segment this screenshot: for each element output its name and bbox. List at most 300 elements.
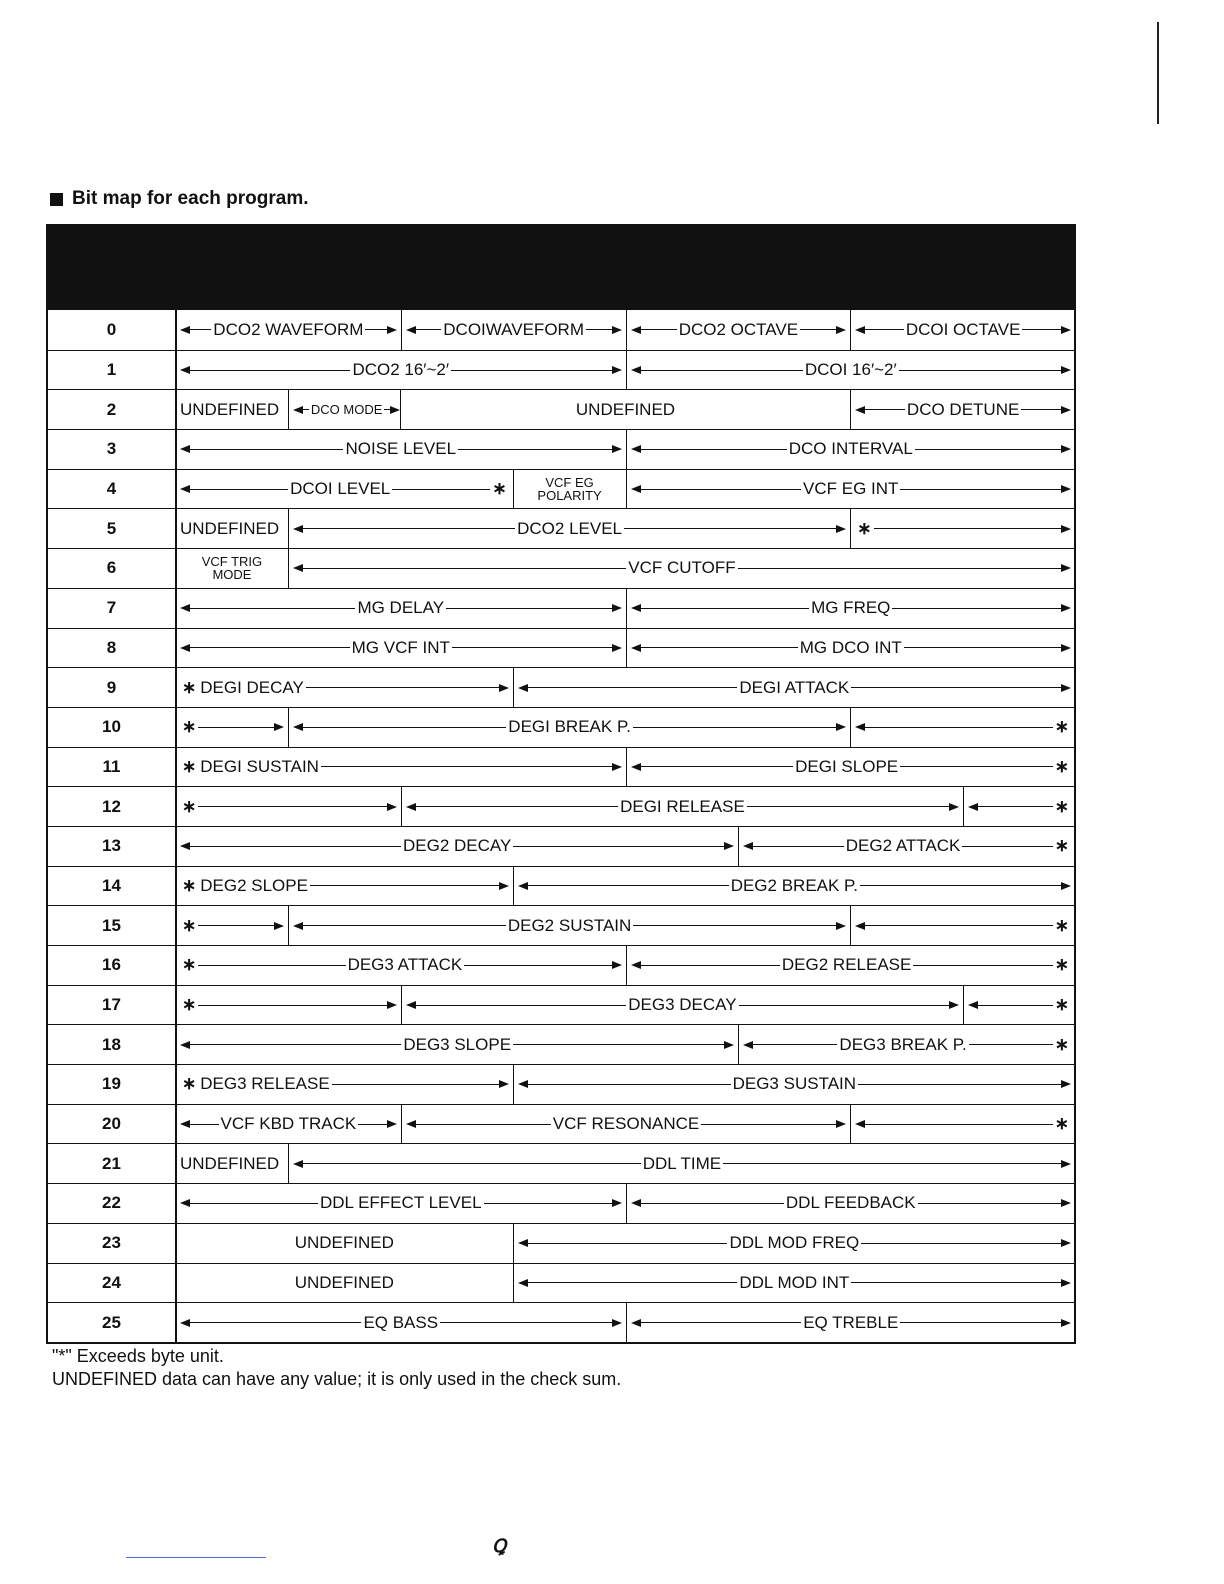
bit-range-arrow: [180, 995, 397, 1015]
field-cell: [176, 1184, 626, 1223]
overflow-star: ∗: [182, 915, 197, 935]
arrow-left-icon: [968, 803, 978, 811]
field-cell: [626, 748, 1076, 787]
table-row: [48, 389, 1074, 429]
bit-range-arrow: [180, 1114, 397, 1134]
arrow-right-icon: [612, 445, 622, 453]
arrow-right-icon: [1061, 1160, 1071, 1168]
field-cell: [626, 1303, 1076, 1342]
field-cell: [176, 906, 288, 945]
field-label: NOISE LEVEL: [345, 439, 457, 459]
arrow-line: [190, 370, 350, 371]
arrow-left-icon: [406, 326, 416, 334]
overflow-star: ∗: [1054, 756, 1070, 776]
link-underline: [126, 1557, 266, 1558]
field-label: DDL MOD FREQ: [729, 1233, 860, 1253]
arrow-line: [528, 1243, 728, 1244]
field-label: VCF KBD TRACK: [220, 1114, 357, 1134]
bit-range-arrow: [743, 1035, 1071, 1055]
arrow-line: [1022, 329, 1061, 330]
bit-range-arrow: [180, 1313, 622, 1333]
arrow-line: [851, 1282, 1061, 1283]
byte-number: 24: [48, 1264, 177, 1303]
byte-number: 11: [48, 748, 177, 787]
bit-range-arrow: [180, 916, 284, 936]
bit-range-arrow: [968, 995, 1071, 1015]
arrow-left-icon: [406, 1120, 416, 1128]
field-label: DEGI ATTACK: [739, 677, 850, 697]
overflow-star: ∗: [1054, 995, 1069, 1015]
square-bullet-icon: [50, 193, 63, 206]
field-label: DEG3 ATTACK: [347, 955, 463, 975]
arrow-right-icon: [387, 803, 397, 811]
arrow-right-icon: [1061, 525, 1071, 533]
bit-range-arrow: [180, 797, 397, 817]
field-cell: [288, 549, 1075, 588]
arrow-left-icon: [631, 604, 641, 612]
arrow-right-icon: [1061, 644, 1071, 652]
field-cell: [176, 310, 401, 350]
field-label: DEG2 RELEASE: [781, 955, 912, 975]
arrow-line: [892, 608, 1061, 609]
arrow-line: [865, 727, 1053, 728]
byte-number: 13: [48, 827, 177, 866]
bit-range-arrow: [180, 479, 509, 499]
arrow-right-icon: [836, 326, 846, 334]
field-label: EQ BASS: [363, 1312, 439, 1332]
bit-range-arrow: [180, 836, 734, 856]
arrow-line: [641, 608, 810, 609]
arrow-line: [303, 925, 506, 926]
field-cell: [626, 430, 1076, 469]
table-row: [48, 310, 1074, 350]
overflow-star: ∗: [492, 479, 507, 499]
arrow-line: [528, 1282, 738, 1283]
bit-range-arrow: [518, 876, 1071, 896]
field-cell: [963, 787, 1075, 826]
undefined-cell: UNDEFINED: [180, 518, 280, 538]
page-mark: Ꝗ: [492, 1536, 507, 1556]
arrow-left-icon: [180, 326, 190, 334]
arrow-line: [641, 766, 794, 767]
arrow-right-icon: [612, 1319, 622, 1327]
arrow-right-icon: [1061, 1199, 1071, 1207]
arrow-line: [513, 1044, 724, 1045]
arrow-line: [303, 1163, 641, 1164]
arrow-line: [739, 1005, 950, 1006]
arrow-left-icon: [293, 723, 303, 731]
bit-range-arrow: [293, 558, 1071, 578]
arrow-right-icon: [1061, 366, 1071, 374]
bit-range-arrow: [180, 1074, 509, 1094]
arrow-left-icon: [406, 803, 416, 811]
arrow-line: [440, 1322, 611, 1323]
bit-range-arrow: [631, 598, 1072, 618]
byte-number: 20: [48, 1105, 177, 1144]
field-label: DCO2 16′~2′: [352, 360, 450, 380]
bit-range-arrow: [855, 320, 1071, 340]
arrow-line: [190, 449, 343, 450]
arrow-left-icon: [293, 1160, 303, 1168]
arrow-line: [198, 1005, 387, 1006]
field-label: DCOIWAVEFORM: [443, 319, 584, 339]
field-cell: [626, 946, 1076, 985]
arrow-line: [310, 885, 499, 886]
field-label: DEG3 DECAY: [628, 995, 737, 1015]
stacked-field-cell: [513, 470, 626, 509]
arrow-right-icon: [387, 1001, 397, 1009]
field-cell: [288, 1144, 1075, 1183]
table-row: [48, 1104, 1074, 1144]
arrow-line: [306, 687, 499, 688]
field-cell: [626, 351, 1076, 390]
stacked-label-line: MODE: [212, 567, 252, 583]
arrow-line: [915, 449, 1061, 450]
overflow-star: ∗: [182, 995, 197, 1015]
arrow-right-icon: [499, 1080, 509, 1088]
byte-number: 3: [48, 430, 177, 469]
arrow-line: [641, 489, 802, 490]
field-cell: [288, 390, 400, 429]
field-label: DEG2 ATTACK: [845, 836, 961, 856]
arrow-right-icon: [1061, 326, 1071, 334]
arrow-right-icon: [612, 763, 622, 771]
arrow-line: [190, 1322, 361, 1323]
field-label: DEG2 DECAY: [403, 836, 512, 856]
arrow-line: [701, 1124, 836, 1125]
field-label: MG FREQ: [811, 598, 891, 618]
arrow-right-icon: [836, 1120, 846, 1128]
field-cell: [176, 668, 513, 707]
bit-range-arrow: [406, 995, 959, 1015]
arrow-left-icon: [743, 842, 753, 850]
bit-range-arrow: [180, 678, 509, 698]
stacked-field-cell: [176, 549, 288, 588]
arrow-line: [528, 885, 729, 886]
arrow-line: [624, 528, 836, 529]
arrow-right-icon: [274, 723, 284, 731]
arrow-left-icon: [180, 485, 190, 493]
bit-range-arrow: [631, 1313, 1072, 1333]
bit-range-arrow: [180, 1193, 622, 1213]
arrow-line: [874, 528, 1062, 529]
field-cell: [176, 946, 626, 985]
stacked-label-line: POLARITY: [537, 488, 602, 504]
arrow-left-icon: [631, 763, 641, 771]
overflow-star: ∗: [182, 677, 197, 697]
arrow-line: [633, 727, 836, 728]
field-label: DCO2 OCTAVE: [678, 319, 799, 339]
stacked-label-line: VCF TRIG: [201, 554, 263, 570]
field-cell: [288, 509, 850, 548]
field-cell: [850, 310, 1075, 350]
field-label: DEG3 RELEASE: [200, 1074, 330, 1094]
field-label: DCO2 LEVEL: [517, 518, 622, 538]
arrow-line: [978, 1005, 1053, 1006]
arrow-line: [446, 608, 611, 609]
arrow-left-icon: [631, 961, 641, 969]
byte-number: 4: [48, 470, 177, 509]
byte-number: 14: [48, 867, 177, 906]
bit-range-arrow: [631, 360, 1072, 380]
undefined-cell: UNDEFINED: [180, 399, 280, 419]
bit-range-arrow: [631, 955, 1072, 975]
field-cell: [176, 827, 738, 866]
field-cell: [176, 589, 626, 628]
arrow-line: [451, 370, 611, 371]
table-row: [48, 1064, 1074, 1104]
arrow-line: [962, 846, 1052, 847]
table-row: [48, 707, 1074, 747]
bit-range-arrow: [180, 1035, 734, 1055]
byte-number: 25: [48, 1303, 177, 1342]
arrow-left-icon: [631, 326, 641, 334]
bit-map-table: [46, 224, 1076, 1344]
overflow-star: ∗: [1054, 1034, 1069, 1054]
arrow-line: [464, 965, 611, 966]
table-row: [48, 786, 1074, 826]
bit-range-arrow: [406, 797, 959, 817]
bit-range-arrow: [180, 638, 622, 658]
table-row: [48, 429, 1074, 469]
arrow-left-icon: [855, 1120, 865, 1128]
arrow-right-icon: [1061, 1279, 1071, 1287]
arrow-right-icon: [499, 882, 509, 890]
field-label: MG DELAY: [357, 598, 445, 618]
field-label: DEGI BREAK P.: [508, 717, 631, 737]
table-row: [48, 1024, 1074, 1064]
table-header-band: [48, 226, 1074, 310]
arrow-line: [641, 1203, 784, 1204]
field-cell: [738, 1025, 1075, 1064]
byte-number: 9: [48, 668, 177, 707]
field-cell: [850, 906, 1075, 945]
field-label: DCOI OCTAVE: [905, 319, 1021, 339]
arrow-left-icon: [293, 525, 303, 533]
arrow-left-icon: [518, 1239, 528, 1247]
arrow-right-icon: [836, 723, 846, 731]
arrow-left-icon: [180, 604, 190, 612]
field-label: MG DCO INT: [799, 637, 902, 657]
arrow-left-icon: [180, 1120, 190, 1128]
arrow-line: [865, 1124, 1053, 1125]
arrow-right-icon: [612, 961, 622, 969]
field-label: DDL FEEDBACK: [785, 1193, 916, 1213]
field-cell: [176, 986, 401, 1025]
byte-number: 8: [48, 629, 177, 668]
arrow-right-icon: [1061, 1080, 1071, 1088]
arrow-line: [900, 489, 1061, 490]
arrow-line: [753, 846, 843, 847]
arrow-line: [633, 925, 836, 926]
arrow-line: [904, 647, 1061, 648]
table-row: [48, 945, 1074, 985]
arrow-line: [851, 687, 1061, 688]
arrow-line: [303, 528, 515, 529]
bit-range-arrow: [180, 757, 622, 777]
undefined-cell: UNDEFINED: [180, 1153, 280, 1173]
field-label: DDL TIME: [642, 1153, 722, 1173]
overflow-star: ∗: [182, 955, 197, 975]
field-label: DDL MOD INT: [739, 1272, 850, 1292]
heading-text: Bit map for each program.: [72, 188, 309, 209]
bit-range-arrow: [855, 519, 1071, 539]
field-cell: [176, 708, 288, 747]
arrow-right-icon: [724, 842, 734, 850]
arrow-line: [865, 409, 905, 410]
star-note: "*" Exceeds byte unit.: [52, 1346, 224, 1366]
arrow-line: [358, 1124, 387, 1125]
arrow-right-icon: [499, 684, 509, 692]
arrow-line: [913, 965, 1052, 966]
bit-range-arrow: [180, 955, 622, 975]
overflow-star: ∗: [182, 756, 197, 776]
arrow-line: [452, 647, 612, 648]
field-cell: [176, 629, 626, 668]
arrow-line: [641, 329, 677, 330]
stacked-label-line: VCF EG: [545, 475, 594, 491]
table-row: [48, 866, 1074, 906]
arrow-line: [513, 846, 724, 847]
table-row: [48, 905, 1074, 945]
bit-range-arrow: [631, 320, 847, 340]
arrow-left-icon: [855, 723, 865, 731]
arrow-line: [416, 1005, 627, 1006]
table-row: [48, 588, 1074, 628]
arrow-right-icon: [949, 803, 959, 811]
bit-range-arrow: [293, 402, 396, 417]
arrow-left-icon: [293, 564, 303, 572]
field-cell: [401, 787, 963, 826]
field-label: DEGI RELEASE: [620, 796, 745, 816]
field-label: DDL EFFECT LEVEL: [319, 1193, 482, 1213]
overflow-star: ∗: [1054, 915, 1069, 935]
byte-number: 17: [48, 986, 177, 1025]
field-cell: [176, 1105, 401, 1144]
overflow-star: ∗: [1054, 796, 1069, 816]
field-cell: [288, 708, 850, 747]
byte-number: 19: [48, 1065, 177, 1104]
table-row: [48, 747, 1074, 787]
arrow-left-icon: [968, 1001, 978, 1009]
arrow-right-icon: [387, 1120, 397, 1128]
table-row: [48, 1263, 1074, 1303]
field-cell: [963, 986, 1075, 1025]
undefined-cell: UNDEFINED: [294, 1272, 394, 1292]
bit-range-arrow: [293, 717, 846, 737]
table-body: [48, 310, 1074, 1342]
arrow-line: [865, 925, 1053, 926]
field-cell: [626, 470, 1076, 509]
arrow-line: [586, 329, 612, 330]
bit-range-arrow: [406, 1114, 847, 1134]
arrow-right-icon: [1061, 445, 1071, 453]
bit-range-arrow: [180, 439, 622, 459]
field-cell: [626, 310, 851, 350]
arrow-right-icon: [1061, 604, 1071, 612]
arrow-left-icon: [855, 406, 865, 414]
arrow-left-icon: [180, 1041, 190, 1049]
field-label: DEG2 SLOPE: [200, 875, 308, 895]
arrow-right-icon: [612, 326, 622, 334]
byte-number: 16: [48, 946, 177, 985]
arrow-line: [900, 766, 1053, 767]
bit-range-arrow: [855, 916, 1071, 936]
field-label: DEG3 SUSTAIN: [732, 1074, 857, 1094]
field-label: DEGI DECAY: [200, 677, 304, 697]
field-cell: [401, 1105, 851, 1144]
byte-number: 10: [48, 708, 177, 747]
undefined-cell: UNDEFINED: [400, 390, 850, 429]
arrow-line: [321, 766, 612, 767]
field-label: DEG3 BREAK P.: [839, 1034, 967, 1054]
field-label: DCO INTERVAL: [788, 439, 913, 459]
arrow-right-icon: [612, 366, 622, 374]
field-label: DCO2 WAVEFORM: [213, 319, 364, 339]
arrow-line: [899, 370, 1061, 371]
field-label: VCF RESONANCE: [552, 1114, 700, 1134]
arrow-line: [190, 329, 211, 330]
field-cell: [513, 867, 1075, 906]
arrow-left-icon: [180, 1199, 190, 1207]
arrow-line: [753, 1044, 837, 1045]
arrow-right-icon: [1061, 564, 1071, 572]
arrow-line: [641, 965, 780, 966]
field-cell: [513, 668, 1075, 707]
table-row: [48, 469, 1074, 509]
field-cell: [176, 1025, 738, 1064]
arrow-line: [416, 806, 618, 807]
arrow-line: [190, 608, 355, 609]
arrow-left-icon: [855, 922, 865, 930]
bit-range-arrow: [855, 400, 1071, 420]
arrow-line: [416, 1124, 551, 1125]
bit-range-arrow: [631, 439, 1072, 459]
arrow-line: [861, 1243, 1061, 1244]
bit-range-arrow: [180, 320, 397, 340]
bit-range-arrow: [180, 598, 622, 618]
field-cell: [513, 1224, 1075, 1263]
arrow-line: [190, 489, 288, 490]
bit-range-arrow: [855, 717, 1071, 737]
arrow-line: [641, 449, 787, 450]
arrow-line: [918, 1203, 1061, 1204]
arrow-line: [365, 329, 386, 330]
stacked-label: [202, 555, 262, 581]
overflow-star: ∗: [182, 796, 197, 816]
field-cell: [401, 310, 626, 350]
field-cell: [626, 589, 1076, 628]
arrow-line: [747, 806, 949, 807]
arrow-line: [723, 1163, 1061, 1164]
field-label: DCO DETUNE: [906, 399, 1020, 419]
field-cell: [176, 351, 626, 390]
arrow-left-icon: [180, 842, 190, 850]
table-row: [48, 548, 1074, 588]
arrow-line: [528, 687, 738, 688]
arrow-left-icon: [180, 644, 190, 652]
bit-range-arrow: [518, 678, 1071, 698]
arrow-right-icon: [836, 525, 846, 533]
byte-number: 23: [48, 1224, 177, 1263]
bit-range-arrow: [293, 1154, 1071, 1174]
bit-range-arrow: [293, 519, 846, 539]
field-cell: [176, 748, 626, 787]
arrow-line: [641, 647, 798, 648]
arrow-line: [190, 647, 350, 648]
bit-range-arrow: [743, 836, 1071, 856]
overflow-star: ∗: [182, 875, 197, 895]
